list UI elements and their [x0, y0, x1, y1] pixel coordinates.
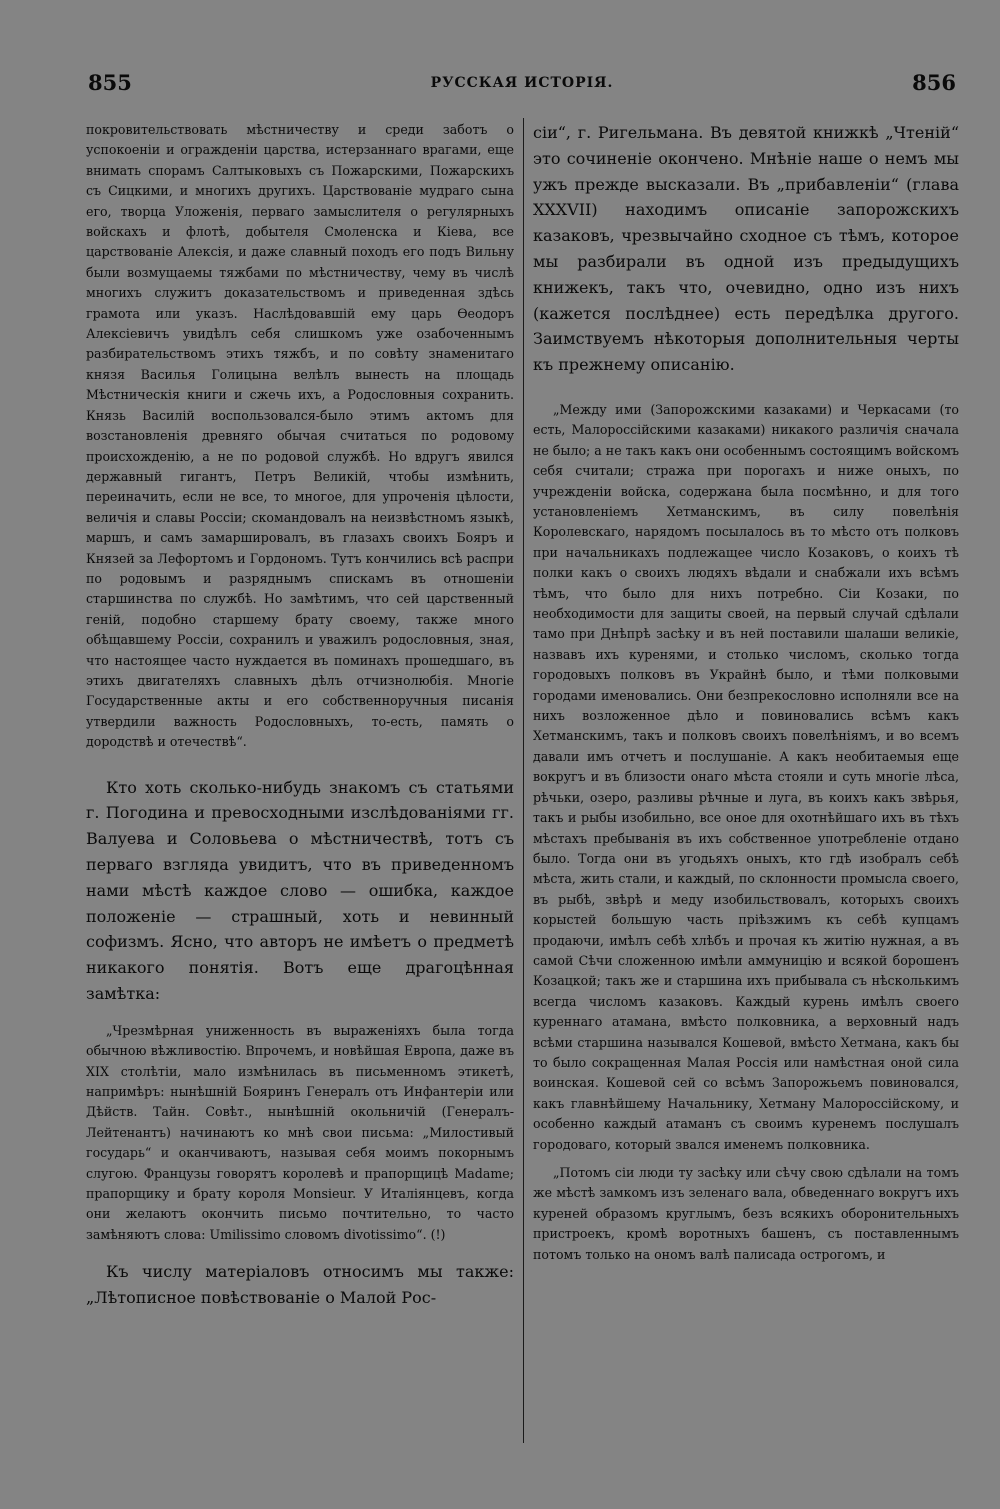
page-header: [88, 70, 956, 104]
page-number-right: 856: [912, 70, 956, 95]
page-number-left: 855: [88, 70, 132, 95]
left-commentary-paragraph: Кто хоть сколько-нибудь знакомъ съ статьями г. Погодина и превосходными изслѣдованіями гг. Валуева и Соловьева о мѣстничествѣ, тотъ съ перваго взгляда увидитъ, что въ приведенномъ нами мѣстѣ каждое слово — ошибка, каждое положеніе — страшный, хоть и невинный софизмъ. Ясно, что авторъ не имѣетъ о предметѣ никакого понятія. Вотъ еще драгоцѣнная замѣтка:: [86, 777, 514, 1003]
left-closing-paragraph: Къ числу матеріаловъ относимъ мы также: „Лѣтописное повѣствованіе о Малой Рос-: [86, 1262, 514, 1308]
right-intro-paragraph: сіи“, г. Ригельмана. Въ девятой книжкѣ „Чтеній“ это сочиненіе окончено. Мнѣніе наше о немъ мы ужъ прежде высказали. Въ „прибавленіи“ (глава XXXVII) находимъ описаніе запорожскихъ казаковъ, чрезвычайно сходное съ тѣмъ, которое мы разбирали въ одной изъ предыдущихъ книжекъ, такъ что, очевидно, одно изъ нихъ (кажется послѣднее) есть передѣлка другого. Заимствуемъ нѣкоторыя дополнительныя черты къ прежнему описанію.: [533, 123, 959, 375]
right-column: [533, 120, 959, 1265]
left-quote-paragraph: „Чрезмѣрная униженность въ выраженіяхъ была тогда обычною вѣжливостію. Впрочемъ, и новѣйшая Европа, даже въ XIX столѣтіи, мало измѣнилась въ письменномъ этикетѣ, напримѣръ: нынѣшній Бояринъ Генералъ отъ Инфантеріи или Дѣйств. Тайн. Совѣт., нынѣшній окольничій (Генералъ-Лейтенантъ) начинаютъ ко мнѣ свои письма: „Милостивый государь“ и оканчиваютъ, называя себя моимъ покорнымъ слугою. Французы говорятъ королевѣ и прапорщицѣ Madame; прапорщику и брату короля Monsieur. У Италіянцевъ, когда они желаютъ окончить письмо почтительно, то часто замѣняютъ слова: Umilissimo словомъ divotissimo“. (!): [86, 1022, 514, 1242]
right-quote-paragraph: „Между ими (Запорожскими казаками) и Черкасами (то есть, Малороссійскими казаками) никакого различія сначала не было; а не такъ какъ они особеннымъ состоящимъ войскомъ себя считали; стража при порогахъ и ниже оныхъ, по учрежденіи войска, содержана была посмѣнно, и для того установленіемъ Хетманскимъ, въ силу повелѣнія Королевскаго, нарядомъ посылалось въ то мѣсто отъ полковъ при начальникахъ подлежащее число Козаковъ, о коихъ тѣ полки какъ о своихъ людяхъ вѣдали и снабжали ихъ всѣмъ тѣмъ, что было для нихъ потребно. Сіи Козаки, по необходимости для защиты своей, на первый случай сдѣлали тамо при Днѣпрѣ засѣку и въ ней поставили шалаши великіе, назвавъ ихъ куренями, и столько числомъ, сколько тогда городовыхъ полковъ въ Украйнѣ было, и тѣми полковыми городами именовались. Они безпрекословно исполняли все на нихъ возложенное дѣло и повиновались всѣмъ какъ Хетманскимъ, такъ и полковъ своихъ повелѣніямъ, и во всемъ давали имъ отчетъ и послушаніе. А какъ необитаемыя еще вокругъ и въ близости онаго мѣста стояли и суть многіе лѣса, рѣчьки, озеро, разливы рѣчные и луга, въ коихъ какъ звѣрья, такъ и рыбы изобильно, все оное для охотнѣйшаго ихъ въ тѣхъ мѣстахъ пребыванія въ ихъ собственное употребленіе отдано было. Тогда они въ угодьяхъ оныхъ, кто гдѣ изобралъ себѣ мѣста, жить стали, и каждый, по склонности промысла своего, въ рыбѣ, звѣрѣ и меду изобильствовалъ, которыхъ своихъ корыстей большую часть пріѣзжимъ къ себѣ купцамъ продаючи, имѣлъ себѣ хлѣбъ и прочая къ житію нужная, а въ самой Сѣчи сложенною имѣли аммуницію и всякой борошенъ Козацкой; такъ же и старшина ихъ прибывала съ нѣсколькимъ всегда числомъ казаковъ. Каждый курень имѣлъ своего куреннаго атамана, вмѣсто полковника, а верховный надъ всѣми старшина назывался Кошевой, вмѣсто Хетмана, какъ бы то было сокращенная Малая Россія или намѣстная оной сила воинская. Кошевой сей со всѣмъ Запорожьемъ повиновался, какъ главнѣйшему Начальнику, Хетману Малороссійскому, и особенно каждый атаманъ съ своимъ куренемъ послушалъ городоваго, который звался именемъ полковника.: [533, 401, 959, 1152]
column-divider: [523, 118, 524, 1443]
left-quote-continuation: покровительствовать мѣстничеству и среди заботъ о успокоеніи и огражденіи царства, истерзаннаго врагами, еще внимать спорамъ Салтыковыхъ съ Пожарскими, Пожарскихъ съ Сицкими, и многихъ другихъ. Царствованіе мудраго сына его, творца Уложенія, перваго замыслителя о регулярныхъ войскахъ и флотѣ, добытеля Смоленска и Кіева, все царствованіе Алексія, и даже славный походъ его подъ Вильну были возмущаемы тяжбами по мѣстничеству, чему въ числѣ многихъ служитъ доказательствомъ и приведенная здѣсь грамота или указъ. Наслѣдовавшій ему царь Ѳеодоръ Алексіевичъ увидѣлъ себя слишкомъ уже озабоченнымъ разбирательствомъ этихъ тяжбъ, и по совѣту знаменитаго князя Василья Голицына велѣлъ вынесть на площадь Мѣстническія книги и сжечь ихъ, а Родословныя сохранить. Князь Василій воспользовался-было этимъ актомъ для возстановленія древняго обычая считаться по родовому происхожденію, а не по родовой службѣ. Но вдругъ явился державный гигантъ, Петръ Великій, чтобы измѣнить, переиначить, если не все, то многое, для упроченія цѣлости, величія и славы Россіи; скомандовалъ на неизвѣстномъ языкѣ, маршъ, и самъ замаршировалъ, въ глазахъ своихъ Бояръ и Князей за Лефортомъ и Гордономъ. Тутъ кончились всѣ распри по родовымъ и разряднымъ спискамъ въ отношеніи старшинства по службѣ. Но замѣтимъ, что сей царственный геній, подобно старшему брату своему, также много обѣщавшему Россіи, сохранилъ и уважилъ родословныя, зная, что настоящее часто нуждается въ поминахъ прошедшаго, въ этихъ двигателяхъ славныхъ дѣлъ отчизнолюбія. Многіе Государственные акты и его собственноручныя писанія утвердили важность Родословныхъ, то-есть, память о дородствѣ и отечествѣ“.: [86, 122, 514, 750]
right-quote-paragraph-2: „Потомъ сіи люди ту засѣку или сѣчу свою сдѣлали на томъ же мѣстѣ замкомъ изъ зеленаго вала, обведеннаго вокругъ ихъ куреней образомъ круглымъ, безъ всякихъ оборонительныхъ пристроекъ, кромѣ воротныхъ башенъ, съ поставленнымъ потомъ только на ономъ валѣ палисада острогомъ, и: [533, 1165, 959, 1262]
running-title: РУССКАЯ ИСТОРІЯ.: [430, 75, 614, 91]
left-column: [86, 120, 514, 1311]
